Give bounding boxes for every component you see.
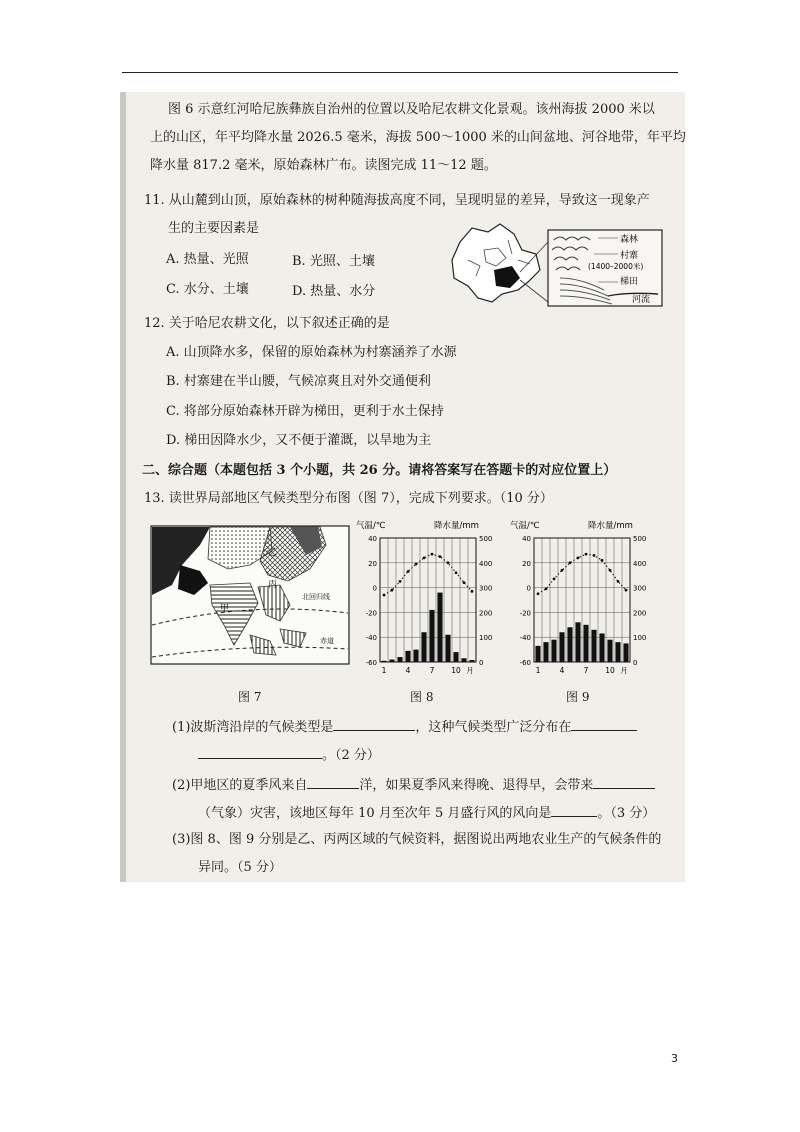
fig9-temp-tick: -20 xyxy=(519,609,531,618)
fig9-temp-tick: -60 xyxy=(519,659,531,667)
fig8-precip-bar xyxy=(421,632,426,662)
fig8-temp-point xyxy=(407,570,410,573)
fig8-precip-tick: 0 xyxy=(479,659,484,667)
section-2-heading: 二、综合题（本题包括 3 个小题，共 26 分。请将答案写在答题卡的对应位置上） xyxy=(142,463,617,478)
fig9-month-tick: 1 xyxy=(535,666,541,675)
intro-line-1: 图 6 示意红河哈尼族彝族自治州的位置以及哈尼农耕文化景观。该州海拔 2000 米以 xyxy=(168,102,655,117)
label-terrace: 梯田 xyxy=(620,277,639,287)
fig8-temp-point xyxy=(391,589,394,592)
q11-option-d[interactable]: D. 热量、水分 xyxy=(292,284,376,299)
q13-p1-text-c: 。（2 分） xyxy=(322,748,380,763)
fig8-precip-bar xyxy=(437,593,442,662)
fig9-temp-point xyxy=(609,569,612,572)
q13-part1-line2 xyxy=(198,744,380,765)
fig8-temp-tick: -20 xyxy=(365,609,377,618)
fig8-precip-bar xyxy=(429,610,434,662)
figure-8-caption: 图 8 xyxy=(410,690,434,704)
q11-option-a[interactable]: A. 热量、光照 xyxy=(166,252,249,267)
q13-p1-text-b: ，这种气候类型广泛分布在 xyxy=(415,720,572,735)
fig9-month-tick: 月 xyxy=(620,666,628,675)
fig8-month-tick: 4 xyxy=(405,666,411,675)
answer-blank-6[interactable] xyxy=(551,802,597,817)
q13-p2-text-a: (2)甲地区的夏季风来自 xyxy=(172,778,308,793)
fig8-temp-point xyxy=(463,581,466,584)
label-village: 村寨 xyxy=(620,251,639,261)
page-number: 3 xyxy=(671,1052,678,1065)
figure-9-caption: 图 9 xyxy=(566,690,590,704)
figure-9-climate-chart xyxy=(508,518,658,678)
q11-stem-1: 11. 从山麓到山顶，原始森林的树种随海拔高度不同，呈现明显的差异，导致这一现象产 xyxy=(144,193,650,208)
fig8-precip-tick: 500 xyxy=(479,535,493,543)
fig9-precip-axis-title: 降水量/mm xyxy=(588,521,633,531)
answer-blank-3[interactable] xyxy=(198,744,322,759)
header-rule xyxy=(122,72,678,73)
fig9-temp-point xyxy=(561,569,564,572)
fig8-precip-axis-title: 降水量/mm xyxy=(434,521,479,531)
fig9-precip-tick: 300 xyxy=(633,584,647,593)
q12-stem: 12. 关于哈尼农耕文化，以下叙述正确的是 xyxy=(144,316,390,331)
label-forest: 森林 xyxy=(620,235,639,245)
fig8-temp-tick: 40 xyxy=(368,535,377,543)
q13-part1-line1 xyxy=(172,716,637,737)
fig9-temp-point xyxy=(617,580,620,583)
q11-stem-2: 生的主要因素是 xyxy=(168,221,260,236)
fig9-precip-bar xyxy=(607,640,612,662)
fig8-precip-bar xyxy=(405,651,410,662)
fig9-precip-bar xyxy=(599,633,604,662)
fig8-precip-bar xyxy=(445,635,450,662)
q13-part3-line2: 异同。（5 分） xyxy=(198,860,282,875)
q13-part2-line1 xyxy=(172,774,655,795)
fig8-precip-bar xyxy=(389,660,394,662)
fig8-temp-tick: 0 xyxy=(372,584,377,593)
fig8-precip-tick: 100 xyxy=(479,634,493,643)
fig9-temp-point xyxy=(553,578,556,581)
fig8-temp-point xyxy=(415,563,418,566)
fig8-month-tick: 1 xyxy=(381,666,387,675)
label-bing: 丙 xyxy=(268,580,278,590)
fig8-precip-tick: 400 xyxy=(479,559,493,568)
fig9-precip-bar xyxy=(551,640,556,662)
fig9-temp-tick: 20 xyxy=(522,559,531,568)
intro-line-2: 上的山区，年平均降水量 2026.5 毫米，海拔 500～1000 米的山间盆地、河谷地带，年平均 xyxy=(150,130,686,145)
fig8-temp-point xyxy=(423,556,426,559)
fig8-temp-point xyxy=(447,561,450,564)
answer-blank-2[interactable] xyxy=(571,716,637,731)
fig8-temp-point xyxy=(455,571,458,574)
fig9-precip-tick: 0 xyxy=(633,659,638,667)
fig9-precip-bar xyxy=(559,632,564,662)
figure-7-caption: 图 7 xyxy=(238,690,262,704)
label-yi: 乙 xyxy=(268,548,278,558)
label-jia: 甲 xyxy=(220,604,230,614)
q12-option-b[interactable]: B. 村寨建在半山腰，气候凉爽且对外交通便利 xyxy=(166,374,431,389)
fig9-precip-tick: 400 xyxy=(633,559,647,568)
fig8-temp-axis-title: 气温/℃ xyxy=(356,521,386,531)
q12-option-c[interactable]: C. 将部分原始森林开辟为梯田，更利于水土保持 xyxy=(166,404,444,419)
fig9-temp-point xyxy=(625,589,628,592)
fig9-temp-axis-title: 气温/℃ xyxy=(510,521,540,531)
fig9-temp-point xyxy=(577,556,580,559)
fig8-precip-bar xyxy=(461,658,466,662)
yunnan-map xyxy=(452,224,540,302)
q13-p2-text-d: 。（3 分） xyxy=(597,806,656,821)
fig9-precip-bar xyxy=(535,646,540,662)
q11-option-c[interactable]: C. 水分、土壤 xyxy=(166,282,249,297)
intro-line-3: 降水量 817.2 毫米，原始森林广布。读图完成 11～12 题。 xyxy=(150,158,497,173)
q13-p1-text-a: (1)波斯湾沿岸的气候类型是 xyxy=(172,720,334,735)
fig8-temp-point xyxy=(471,590,474,593)
fig8-temp-point xyxy=(399,580,402,583)
fig8-temp-point xyxy=(431,553,434,556)
fig9-temp-point xyxy=(545,587,548,590)
fig8-precip-bar xyxy=(381,661,386,662)
q13-part2-line2 xyxy=(198,802,655,823)
q13-p2-text-c: （气象）灾害，该地区每年 10 月至次年 5 月盛行风的风向是 xyxy=(198,806,552,821)
fig9-precip-bar xyxy=(623,643,628,662)
figure-6 xyxy=(448,220,668,310)
fig8-temp-tick: -40 xyxy=(365,634,377,643)
answer-blank-5[interactable] xyxy=(593,774,655,789)
label-equator: 赤道 xyxy=(320,637,334,645)
fig9-precip-bar xyxy=(575,622,580,662)
fig9-temp-point xyxy=(537,592,540,595)
fig8-temp-point xyxy=(383,594,386,597)
q13-stem: 13. 读世界局部地区气候类型分布图（图 7），完成下列要求。（10 分） xyxy=(144,491,553,506)
label-tropic: 北回归线 xyxy=(302,593,330,601)
answer-blank-1[interactable] xyxy=(333,716,415,731)
fig9-month-tick: 7 xyxy=(583,666,589,675)
fig8-temp-tick: -60 xyxy=(365,659,377,667)
fig8-temp-tick: 20 xyxy=(368,559,377,568)
fig8-precip-bar xyxy=(397,657,402,662)
fig9-precip-tick: 100 xyxy=(633,634,647,643)
fig8-month-tick: 月 xyxy=(466,666,474,675)
fig8-precip-bar xyxy=(413,650,418,662)
label-elevation: (1400–2000米) xyxy=(588,262,644,271)
fig9-temp-point xyxy=(601,559,604,562)
fig9-temp-tick: 40 xyxy=(522,535,531,543)
q11-option-b[interactable]: B. 光照、土壤 xyxy=(292,254,375,269)
figure-7-map xyxy=(150,525,350,665)
fig9-temp-point xyxy=(569,561,572,564)
fig8-precip-tick: 300 xyxy=(479,584,493,593)
fig8-precip-tick: 200 xyxy=(479,609,493,618)
fig9-precip-bar xyxy=(567,627,572,662)
fig9-precip-tick: 200 xyxy=(633,609,647,618)
fig8-precip-bar xyxy=(469,660,474,662)
fig9-precip-bar xyxy=(591,630,596,662)
q13-p2-text-b: 洋，如果夏季风来得晚、退得早，会带来 xyxy=(359,778,594,793)
fig9-temp-point xyxy=(585,553,588,556)
fig9-precip-bar xyxy=(615,642,620,662)
fig9-temp-point xyxy=(593,554,596,557)
figure-8-climate-chart xyxy=(354,518,504,678)
fig8-temp-point xyxy=(439,555,442,558)
fig8-month-tick: 7 xyxy=(429,666,435,675)
q12-option-d[interactable]: D. 梯田因降水少，又不便于灌溉，以旱地为主 xyxy=(166,433,432,448)
fig9-precip-bar xyxy=(543,642,548,662)
fig9-month-tick: 10 xyxy=(605,666,615,675)
answer-blank-4[interactable] xyxy=(307,774,359,789)
fig8-precip-bar xyxy=(453,652,458,662)
label-river: 河流 xyxy=(632,295,651,305)
q12-option-a[interactable]: A. 山顶降水多，保留的原始森林为村寨涵养了水源 xyxy=(166,345,457,360)
q13-part3-line1: (3)图 8、图 9 分别是乙、丙两区域的气候资料，据图说出两地农业生产的气候条件的 xyxy=(172,832,662,847)
scan-edge xyxy=(120,92,126,882)
fig9-temp-tick: 0 xyxy=(526,584,531,593)
fig9-temp-tick: -40 xyxy=(519,634,531,643)
fig9-precip-bar xyxy=(583,625,588,662)
fig9-month-tick: 4 xyxy=(559,666,565,675)
fig8-month-tick: 10 xyxy=(451,666,461,675)
fig9-precip-tick: 500 xyxy=(633,535,647,543)
